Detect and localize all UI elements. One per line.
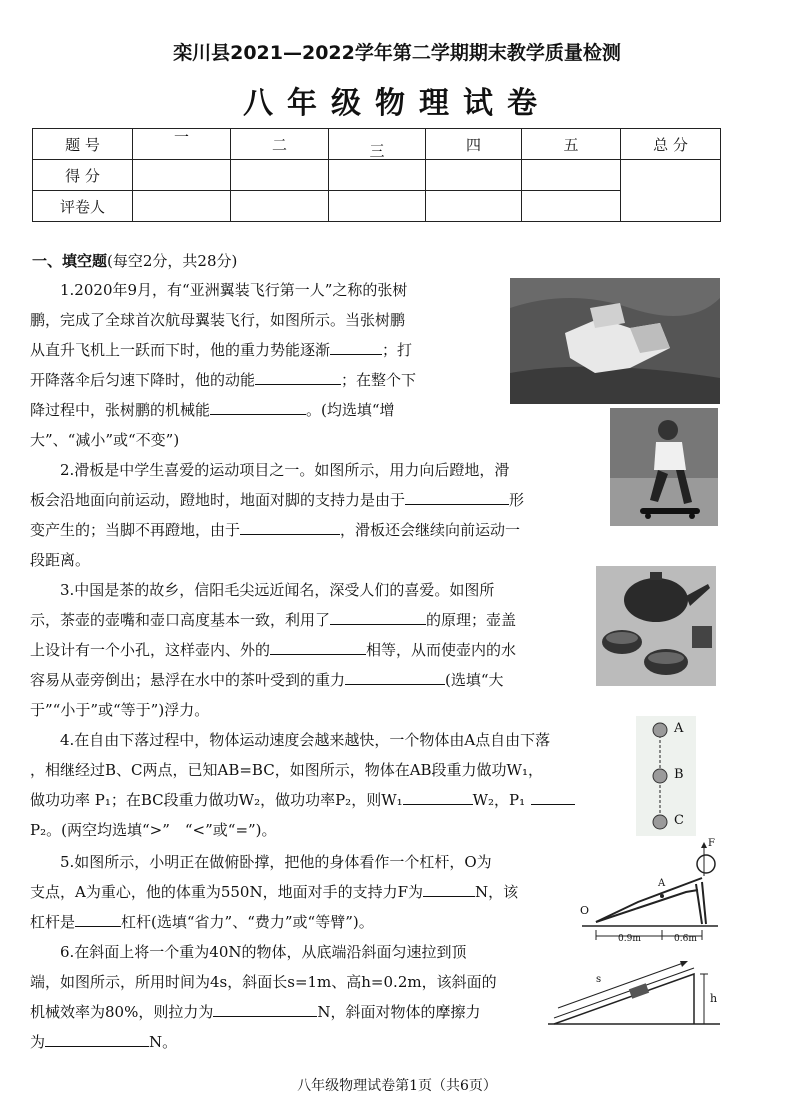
answer-blank[interactable] (330, 610, 426, 625)
answer-blank[interactable] (531, 790, 575, 805)
grader-cell[interactable] (231, 191, 329, 222)
answer-blank[interactable] (75, 912, 121, 927)
height-h-label: h (710, 992, 718, 1005)
total-score-cell[interactable] (621, 160, 721, 222)
q4-line: P₂。(两空均选填“>” “<”或“=”)。 (30, 821, 277, 839)
q2-line: 段距离。 (30, 551, 91, 569)
answer-blank[interactable] (405, 490, 509, 505)
q6-line: 为 N。 (30, 1033, 178, 1051)
q6-line: 6.在斜面上将一个重为40N的物体，从底端沿斜面匀速拉到顶 (60, 943, 467, 961)
q3-line: 3.中国是茶的故乡，信阳毛尖远近闻名，深受人们的喜爱。如图所 (60, 581, 495, 599)
q2-line: 变产生的；当脚不再蹬地，由于 ，滑板还会继续向前运动一 (30, 521, 521, 539)
score-cell[interactable] (133, 160, 231, 191)
q4-line: ，相继经过B、C两点，已知AB=BC，如图所示，物体在AB段重力做功W₁， (30, 761, 543, 779)
q1-line: 开降落伞后匀速下降时，他的动能 ；在整个下 (30, 371, 417, 389)
q3-line: 于”“小于”或“等于”)浮力。 (30, 701, 210, 719)
grader-cell[interactable] (133, 191, 231, 222)
point-a-label: A (674, 721, 684, 736)
answer-blank[interactable] (213, 1002, 317, 1017)
table-row (33, 160, 721, 191)
row-header-grader: 评卷人 (33, 191, 133, 222)
answer-blank[interactable] (255, 370, 341, 385)
col-header-4: 四 (426, 129, 522, 160)
q6-line: 端，如图所示，所用时间为4s，斜面长s=1m、高h=0.2m，该斜面的 (30, 973, 497, 991)
slope-s-label: s (596, 974, 602, 985)
pivot-o-label: O (580, 904, 590, 917)
teapot-photo (596, 566, 716, 686)
col-header-5: 五 (522, 129, 621, 160)
q6-line: 机械效率为80%，则拉力为 N，斜面对物体的摩擦力 (30, 1003, 481, 1021)
col-header-2: 二 (231, 129, 329, 160)
q3-line: 示，茶壶的壶嘴和壶口高度基本一致，利用了 的原理；壶盖 (30, 611, 517, 629)
skateboard-photo (610, 408, 718, 526)
answer-blank[interactable] (345, 670, 445, 685)
q4-line: 4.在自由下落过程中，物体运动速度会越来越快，一个物体由A点自由下落 (60, 731, 551, 749)
q5-line: 支点，A为重心，他的体重为550N，地面对手的支持力F为 N，该 (30, 883, 519, 901)
row-header-score: 得 分 (33, 160, 133, 191)
score-cell[interactable] (329, 160, 426, 191)
answer-blank[interactable] (330, 340, 382, 355)
q5-line: 5.如图所示，小明正在做俯卧撑，把他的身体看作一个杠杆，O为 (60, 853, 492, 871)
incline-diagram (544, 952, 724, 1032)
grader-cell[interactable] (522, 191, 621, 222)
point-b-label: B (674, 767, 684, 782)
center-a-label: A (658, 878, 666, 889)
q1-line: 鹏，完成了全球首次航母翼装飞行，如图所示。当张树鹏 (30, 311, 406, 329)
score-cell[interactable] (231, 160, 329, 191)
q5-line: 杠杆是 杠杆(选填“省力”、“费力”或“等臂”)。 (30, 913, 374, 931)
exam-title: 八年级物理试卷 (243, 86, 551, 121)
col-header-3: 三 (329, 129, 426, 160)
score-table (32, 128, 721, 222)
table-row (33, 129, 721, 160)
answer-blank[interactable] (45, 1032, 149, 1047)
q3-line: 容易从壶旁倒出；悬浮在水中的茶叶受到的重力 (选填“大 (30, 671, 504, 689)
wingsuit-photo (510, 278, 720, 404)
force-f-label: F (708, 838, 715, 849)
falling-object-diagram (636, 716, 696, 836)
grader-cell[interactable] (329, 191, 426, 222)
q1-line: 1.2020年9月，有“亚洲翼装飞行第一人”之称的张树 (60, 281, 408, 299)
point-c-label: C (674, 813, 684, 828)
answer-blank[interactable] (240, 520, 340, 535)
q4-line: 做功功率 P₁；在BC段重力做功W₂，做功功率P₂，则W₁ W₂，P₁ (30, 786, 575, 816)
q3-line: 上设计有一个小孔，这样壶内、外的 相等，从而使壶内的水 (30, 641, 517, 659)
q2-line: 2.滑板是中学生喜爱的运动项目之一。如图所示，用力向后蹬地，滑 (60, 461, 510, 479)
answer-blank[interactable] (423, 882, 475, 897)
section-title: 一、填空题(每空2分，共28分) (32, 252, 238, 270)
answer-blank[interactable] (270, 640, 366, 655)
exam-header: 栾川县2021—2022学年第二学期期末教学质量检测 (173, 42, 621, 64)
distance-label-2: 0.6m (674, 934, 697, 944)
pushup-lever-diagram (578, 838, 724, 948)
grader-cell[interactable] (426, 191, 522, 222)
score-cell[interactable] (522, 160, 621, 191)
page-footer: 八年级物理试卷第1页（共6页） (297, 1078, 497, 1094)
answer-blank[interactable] (210, 400, 306, 415)
q1-line: 降过程中，张树鹏的机械能 。(均选填“增 (30, 401, 395, 419)
col-header-total: 总 分 (621, 129, 721, 160)
q1-line: 从直升飞机上一跃而下时，他的重力势能逐渐 ；打 (30, 341, 413, 359)
row-header-number: 题 号 (33, 129, 133, 160)
table-row (33, 191, 721, 222)
q1-line: 大”、“减小”或“不变”) (30, 431, 180, 449)
answer-blank[interactable] (403, 790, 473, 805)
col-header-1: 一 (133, 129, 231, 160)
distance-label-1: 0.9m (618, 934, 641, 944)
score-cell[interactable] (426, 160, 522, 191)
q2-line: 板会沿地面向前运动，蹬地时，地面对脚的支持力是由于 形 (30, 491, 525, 509)
